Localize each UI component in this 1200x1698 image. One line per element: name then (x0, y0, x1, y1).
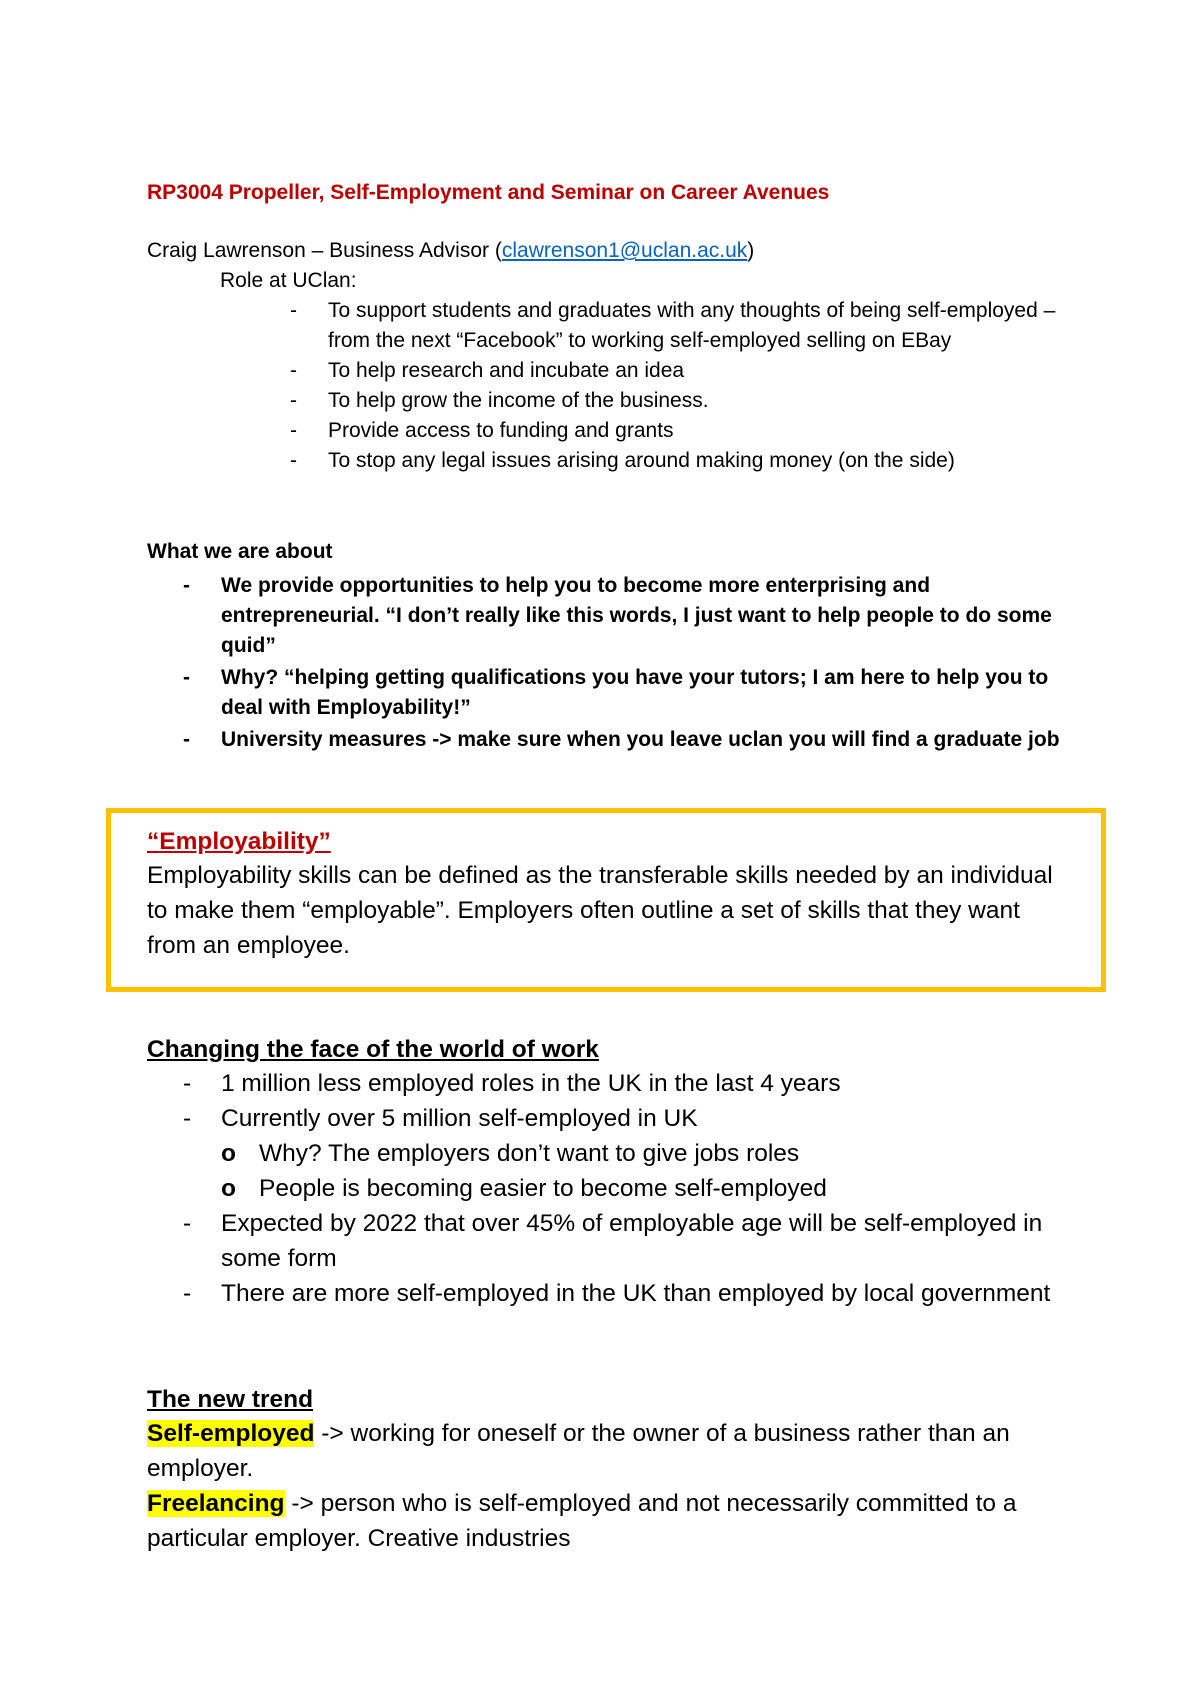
dash-marker: - (183, 1280, 192, 1307)
list-item (290, 386, 1090, 416)
world-of-work-heading: Changing the face of the world of work (147, 1036, 599, 1063)
role-heading: Role at UClan: (220, 269, 357, 292)
list-item (183, 1206, 1083, 1276)
definitions (147, 1416, 1077, 1556)
list-item-text: Currently over 5 million self-employed in UK (221, 1105, 698, 1132)
definition-self-employed (147, 1416, 1077, 1486)
dash-marker: - (183, 666, 190, 689)
list-item-text: Provide access to funding and grants (328, 419, 674, 442)
advisor-name-role: Craig Lawrenson – Business Advisor ( (147, 239, 502, 262)
list-item (183, 1276, 1083, 1311)
list-item-text: University measures -> make sure when you leave uclan you will find a graduate job (221, 728, 1060, 751)
advisor-close-paren: ) (747, 239, 755, 262)
list-item-text: We provide opportunities to help you to become more enterprising and entrepreneurial. “I don’t really like this words, I just want to help people to do some quid” (221, 574, 1052, 657)
list-item (183, 725, 1083, 755)
sub-list-item (221, 1171, 1083, 1206)
new-trend-heading: The new trend (147, 1386, 314, 1413)
world-of-work-list (183, 1066, 1083, 1311)
dash-marker: - (290, 449, 297, 472)
list-item (183, 1101, 1083, 1206)
employability-box-text: Employability skills can be defined as the transferable skills needed by an individual to make them “employable”. Employers often outline a set of skills that they want from an employee. (147, 862, 1053, 959)
dash-marker: - (290, 389, 297, 412)
sub-list-item (221, 1136, 1083, 1171)
sub-list-item-text: People is becoming easier to become self-employed (259, 1175, 827, 1202)
list-item-text: Expected by 2022 that over 45% of employable age will be self-employed in some form (221, 1210, 1043, 1272)
dash-marker: - (183, 1105, 192, 1132)
list-item (183, 571, 1083, 661)
list-item (290, 296, 1090, 356)
list-item-text: To support students and graduates with any thoughts of being self-employed – from the next “Facebook” to working self-employed selling on EBay (328, 299, 1056, 352)
document-title: RP3004 Propeller, Self-Employment and Seminar on Career Avenues (147, 181, 830, 204)
list-item-text: To stop any legal issues arising around making money (on the side) (328, 449, 955, 472)
advisor-line (147, 236, 754, 266)
about-heading: What we are about (147, 540, 333, 563)
list-item-text: To help grow the income of the business. (328, 389, 709, 412)
employability-box-title: “Employability” (147, 828, 331, 855)
list-item (290, 446, 1090, 476)
term-self-employed: Self-employed (147, 1420, 315, 1447)
list-item (183, 1066, 1083, 1101)
dash-marker: - (290, 299, 297, 322)
list-item (183, 663, 1083, 723)
dash-marker: - (290, 359, 297, 382)
sub-list (221, 1136, 1083, 1206)
list-item-text: To help research and incubate an idea (328, 359, 685, 382)
list-item-text: There are more self-employed in the UK than employed by local government (221, 1280, 1051, 1307)
sub-list-item-text: Why? The employers don’t want to give jobs roles (259, 1140, 800, 1167)
definition-text: -> person who is self-employed and not necessarily committed to a particular employer. Creative industries (147, 1490, 1017, 1552)
dash-marker: - (183, 728, 190, 751)
dash-marker: - (183, 1210, 192, 1237)
definition-freelancing (147, 1486, 1077, 1556)
role-list (290, 296, 1090, 476)
definition-text: -> working for oneself or the owner of a business rather than an employer. (147, 1420, 1010, 1482)
advisor-email-link[interactable]: clawrenson1@uclan.ac.uk (501, 239, 748, 262)
term-freelancing: Freelancing (147, 1490, 285, 1517)
list-item-text: 1 million less employed roles in the UK in the last 4 years (221, 1070, 841, 1097)
dash-marker: - (183, 574, 190, 597)
circle-marker: o (221, 1140, 236, 1167)
list-item (290, 356, 1090, 386)
dash-marker: - (183, 1070, 192, 1097)
list-item-text: Why? “helping getting qualifications you have your tutors; I am here to help you to deal with Employability!” (221, 666, 1049, 719)
about-list (183, 571, 1083, 757)
list-item (290, 416, 1090, 446)
dash-marker: - (290, 419, 297, 442)
circle-marker: o (221, 1175, 236, 1202)
